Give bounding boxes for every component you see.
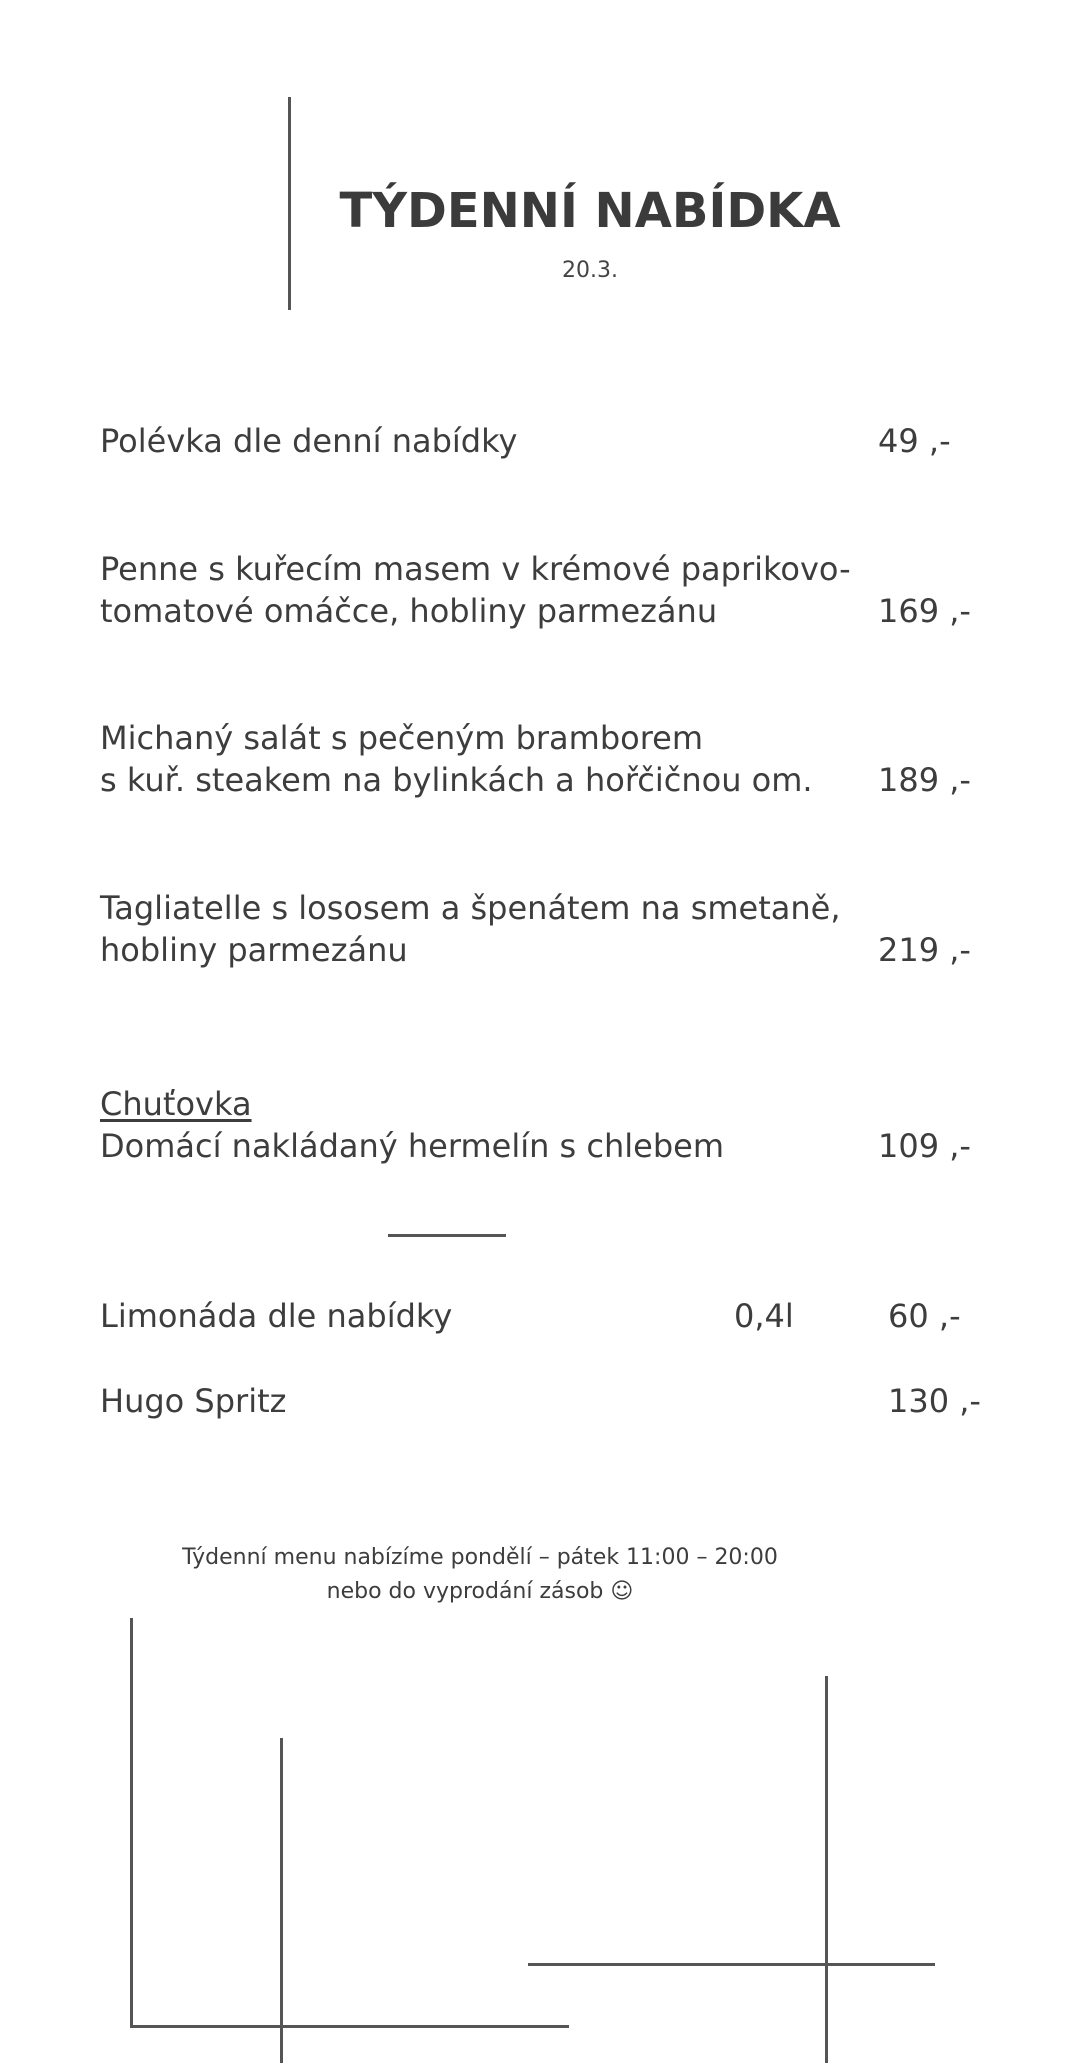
- menu-item-tagliatelle: [100, 887, 841, 971]
- smiley-icon: ☺: [610, 1579, 634, 1604]
- section-divider: [388, 1234, 506, 1237]
- drink-price: 130 ,-: [888, 1382, 981, 1420]
- menu-item-name: Michaný salát s pečeným bramborem: [100, 719, 704, 757]
- menu-item-name-line2: hobliny parmezánu: [100, 931, 408, 969]
- menu-item-name: Polévka dle denní nabídky: [100, 422, 518, 460]
- special-price: 109 ,-: [878, 1127, 971, 1165]
- footer-line2: [130, 1575, 830, 1609]
- menu-item-salad: [100, 717, 813, 801]
- drink-item-hugo: Hugo Spritz: [100, 1382, 287, 1420]
- footer-line2-text: nebo do vyprodání zásob: [326, 1579, 604, 1604]
- menu-item-special: [100, 1083, 724, 1167]
- drink-price: 60 ,-: [888, 1297, 961, 1335]
- decorative-line: [130, 2025, 569, 2028]
- decorative-line: [280, 1738, 283, 2063]
- menu-item-soup: [100, 420, 517, 462]
- menu-item-price: 49 ,-: [878, 422, 951, 460]
- menu-item-name: Penne s kuřecím masem v krémové paprikovo-: [100, 550, 851, 588]
- menu-item-penne: [100, 548, 851, 632]
- drink-item-lemonade: Limonáda dle nabídky: [100, 1297, 453, 1335]
- special-category: Chuťovka: [100, 1085, 252, 1123]
- menu-item-name: Tagliatelle s lososem a špenátem na smetaně,: [100, 889, 841, 927]
- decorative-line: [528, 1963, 935, 1966]
- menu-item-name-line2: s kuř. steakem na bylinkách a hořčičnou om.: [100, 761, 813, 799]
- decorative-line: [825, 1676, 828, 2063]
- menu-item-price: 189 ,-: [878, 761, 971, 799]
- special-name: Domácí nakládaný hermelín s chlebem: [100, 1127, 725, 1165]
- menu-item-name-line2: tomatové omáčce, hobliny parmezánu: [100, 592, 718, 630]
- footer-line1: Týdenní menu nabízíme pondělí – pátek 11:00 – 20:00: [182, 1545, 778, 1570]
- menu-item-price: 219 ,-: [878, 931, 971, 969]
- menu-date: 20.3.: [562, 258, 618, 283]
- drink-volume: 0,4l: [734, 1297, 794, 1335]
- decorative-line: [130, 1618, 133, 2028]
- page-title: TÝDENNÍ NABÍDKA: [339, 183, 841, 239]
- footer-note: [130, 1541, 830, 1609]
- menu-item-price: 169 ,-: [878, 592, 971, 630]
